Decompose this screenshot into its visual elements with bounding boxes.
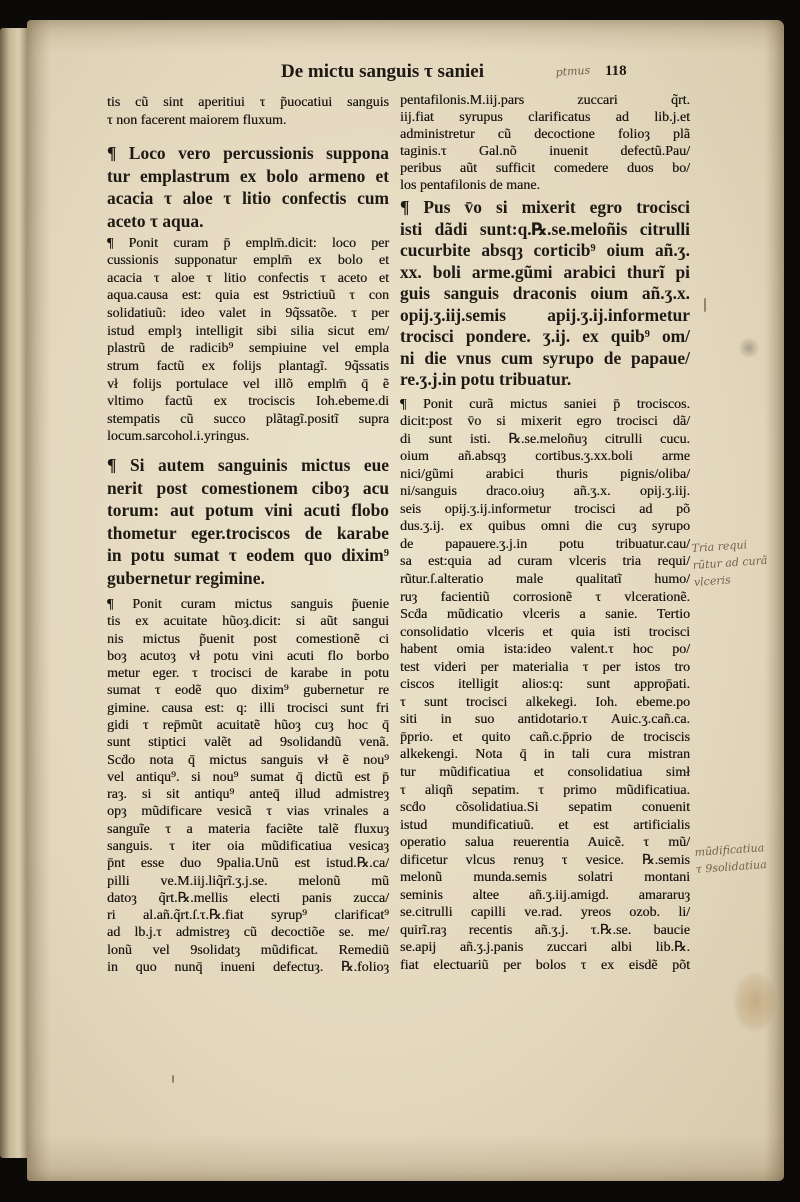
- text-line: istud emplȝ intelligit sibi silia sicut em/: [107, 323, 389, 339]
- text-line: los pentafilonis de mane.: [400, 177, 540, 193]
- text-line: de papauere.ʒ.j.in potu tribuatur.cau/: [400, 536, 690, 552]
- text-line: acacia τ aloe τ litio confectis τ aceto et: [107, 270, 389, 286]
- text-paragraph: [107, 454, 389, 590]
- text-line: raȝ. si sit antiqu⁹ anteq̄ illud admistreȝ: [107, 787, 389, 803]
- text-line: peribus aũt sufficit comedere duos bo/: [400, 160, 690, 176]
- ink-blot: [737, 338, 761, 358]
- marginal-note-line: rũtur ad curã: [692, 553, 768, 572]
- facing-page-edge: [0, 28, 27, 1158]
- text-line: thometur eger.trociscos de karabe: [107, 522, 389, 543]
- text-line: cussionis supponatur emplm̄ ex bolo et: [107, 253, 389, 269]
- text-line: sumat τ eodẽ quo dixim⁹ gubernetur re: [107, 683, 389, 699]
- text-line: cucurbite absqȝ corticib⁹ oium añ.ʒ.: [400, 240, 690, 260]
- text-line: ni die vnus cum syrupo de papaue/: [400, 347, 690, 368]
- text-line: nici/gũmi arabici thuris pignis/oliba/: [400, 466, 690, 482]
- text-line: ciscos itelligit alios:q: sunt approp̄ati.: [400, 677, 690, 693]
- text-line: dicit:post v̄o si mixerit egro trocisci dã/: [400, 414, 690, 430]
- commentary-paragraph: [107, 94, 389, 129]
- text-line: rũtur.ſ.alteratio male qualitatĩ humo/: [400, 571, 690, 587]
- text-line: sanguis. τ iter oia mũdificatiua vesicaȝ: [107, 838, 389, 854]
- marginal-note-line: τ 9solidatiua: [695, 857, 768, 876]
- marginal-note-line: mũdificatiua: [694, 841, 765, 859]
- text-line: vł folijs portulace vel illõ emplm̄ q̄ ẽ: [107, 376, 389, 392]
- text-line: tur mũdificatiua et consolidatiua simł: [400, 764, 690, 780]
- commentary-paragraph: [107, 596, 389, 976]
- text-line: guis sanguis draconis oium añ.ʒ.x.: [400, 283, 690, 303]
- running-head: De mictu sanguis τ saniei: [281, 61, 484, 82]
- text-line: Scḋa mũdicatio vlceris a sanie. Tertio: [400, 607, 690, 623]
- text-line: ¶ Ponit curam mictus sanguis p̃uenie: [107, 597, 389, 612]
- text-line: τ sunt trocisci alkekegi. Ioh. ebeme.po: [400, 694, 690, 710]
- text-line: ruȝ facientiũ corrosionẽ τ vlcerationẽ.: [400, 589, 690, 605]
- commentary-paragraph: [107, 235, 389, 447]
- text-line: isti dãdi sunt:q.℞.se.meloñis citrulli: [400, 218, 690, 239]
- folio-number: 118: [605, 63, 627, 79]
- text-line: seminis altee añ.ʒ.iij.amigd. amararuȝ: [400, 887, 690, 903]
- text-line: lonũ vel 9solidatȝ mũdificat. Remediũ: [107, 942, 389, 958]
- text-line: nerit post comestionem ciboȝ acu: [107, 477, 389, 498]
- text-line: tur emplastrum ex bolo armeno et: [107, 165, 389, 186]
- text-line: scḋo cõsolidatiua.Si sepatim conuenit: [400, 800, 690, 816]
- commentary-paragraph: [400, 396, 690, 975]
- text-line: test videri per materialia τ per istos tro: [400, 659, 690, 675]
- text-line: p̄prio. et quito cañ.c.p̄prio de trociscis: [400, 729, 690, 745]
- text-line: ni/sanguis draco.oiuȝ añ.ʒ.x. opij.ʒ.iij.: [400, 484, 690, 500]
- text-line: acacia τ aloe τ litio confectis cum: [107, 188, 389, 208]
- commentary-paragraph: [400, 92, 690, 194]
- text-line: pentafilonis.M.iij.pars zuccari q̃rt.: [400, 92, 690, 108]
- text-line: datoȝ q̃rt.℞.mellis electi panis zucca/: [107, 890, 389, 906]
- text-paragraph: [400, 197, 690, 391]
- text-line: ad lb.j.τ admistreȝ cũ decoctiõe se. me/: [107, 925, 389, 941]
- text-line: opij.ʒ.iij.semis apij.ʒ.ij.informetur: [400, 304, 690, 325]
- text-line: gimine. causa est: q: illi trocisci sunt fri: [107, 700, 389, 716]
- text-line: re.ʒ.j.in potu tribuatur.: [400, 369, 572, 389]
- text-line: boȝ acutoȝ vł potu vini acuti flo borbo: [107, 648, 389, 664]
- text-line: ¶ Pus v̄o si mixerit egro trocisci: [400, 197, 690, 217]
- text-line: se.citrulli capilli ve.rad. yreos ozob. li/: [400, 905, 690, 921]
- text-line: alkekengi. Nota q̄ in tali cura mistran: [400, 747, 690, 763]
- text-line: τ aliqñ sepatim. τ primo mũdificatiua.: [400, 782, 690, 798]
- text-line: trocisci pondere. ʒ.ij. ex quib⁹ om/: [400, 326, 690, 346]
- text-line: di sunt isti. ℞.se.meloñuȝ citrulli cucu.: [400, 431, 690, 447]
- text-line: sanguĩe τ a materia faciẽte talẽ fluxuȝ: [107, 821, 389, 837]
- text-line: xx. boli arme.gũmi arabici thurĩ pi: [400, 261, 690, 282]
- text-line: in potu sumat τ eodem quo dixim⁹: [107, 545, 389, 566]
- text-line: vel antiqu⁹. si nou⁹ sumat q̄ dictũ est p̄: [107, 769, 389, 785]
- text-line: pilli ve.M.iij.liq̃rĩ.ʒ.j.se. melonũ mũ: [107, 873, 389, 889]
- text-line: gidi τ rep̄mũt acuitatẽ hũoȝ cuȝ hoc q̄: [107, 717, 389, 733]
- text-line: sunt stiptici valẽt ad 9solidandũ venã.: [107, 735, 389, 751]
- text-line: aceto τ aqua.: [107, 210, 204, 231]
- text-line: istud mundificatiuũ. et est artificialis: [400, 817, 690, 833]
- text-line: iij.fiat syrupus clarificatus ad lib.j.et: [400, 109, 690, 125]
- text-line: fiat electuariũ per bolos τ ex eisdẽ põt: [400, 958, 690, 973]
- text-line: operatio salua reuerentia Auicẽ. τ mũ/: [400, 835, 690, 851]
- text-line: habent omia ista:ideo valent.τ hoc po/: [400, 642, 690, 658]
- pen-stroke: [172, 1075, 174, 1083]
- text-line: gubernetur regimine.: [107, 567, 265, 588]
- text-line: ¶ Loco vero percussionis suppona: [107, 143, 389, 163]
- text-line: dificetur vlcus renuȝ τ vesice. ℞.semis: [400, 852, 690, 868]
- text-line: siti in suo antidotario.τ Auic.ʒ.cañ.ca.: [400, 712, 690, 728]
- marginal-note-line: vlceris: [693, 573, 732, 589]
- text-line: ¶ Ponit curam p̄ emplm̄.dicit: loco per: [107, 235, 389, 251]
- text-line: solidatiuũ: ideo valet in 9q̃ssatõe. τ per: [107, 306, 389, 321]
- text-line: metur eger. τ trocisci de karabe in potu: [107, 666, 389, 682]
- text-line: tis cũ sint aperitiui τ p̃uocatiui sanguis: [107, 95, 389, 110]
- marginal-note-mundificatiua: [694, 839, 767, 878]
- text-line: locum.sarcohol.i.yringus.: [107, 429, 250, 445]
- right-column: [400, 20, 690, 1020]
- pen-stroke: [704, 298, 706, 312]
- text-line: nis mictus p̃uenit post comestionẽ ci: [107, 631, 389, 647]
- text-line: p̄nt esse duo 9palia.Unũ est istud.℞.ca/: [107, 856, 389, 872]
- text-line: dus.ʒ.ij. ex quibus omni die cuȝ syrupo: [400, 519, 690, 535]
- text-line: strum factũ ex folijs plantagĩ. 9q̃ssatis: [107, 358, 389, 374]
- text-line: administretur cũ decoctione folioȝ plã: [400, 126, 690, 142]
- text-line: consolidatio vlceris et quia isti trocisci: [400, 624, 690, 640]
- text-line: quirĩ.raȝ recentis añ.ʒ.j. τ.℞.se. baucie: [400, 922, 690, 938]
- text-line: in quo nunq̄ inueni defectuȝ. ℞.folioȝ: [107, 959, 389, 975]
- marginal-note-line: Tria requi: [691, 538, 748, 555]
- text-line: melonũ munda.semis solatri montani: [400, 870, 690, 886]
- text-line: plastrũ de radicib⁹ sempiuine vel empla: [107, 341, 389, 357]
- text-line: ¶ Si autem sanguinis mictus eue: [107, 455, 389, 475]
- text-line: ri al.añ.q̃rt.ſ.τ.℞.fiat syrup⁹ clarificat⁹: [107, 908, 389, 924]
- text-line: aqua.causa est: quia est 9strictiuũ τ con: [107, 288, 389, 304]
- text-line: oium añ.absqȝ cortibus.ʒ.xx.boli arme: [400, 449, 690, 465]
- text-line: tis ex acuitate hũoȝ.dicit: si aũt sangui: [107, 614, 389, 630]
- water-stain: [733, 972, 777, 1032]
- text-line: vltimo factũ ex trociscis Ioh.ebeme.di: [107, 394, 389, 410]
- book-page: [27, 20, 784, 1181]
- text-paragraph: [107, 142, 389, 232]
- marginal-note-tria: [691, 535, 769, 591]
- left-column: [107, 20, 389, 1020]
- text-line: Scḋo nota q̄ mictus sanguis vł ẽ nou⁹: [107, 752, 389, 768]
- text-line: ¶ Ponit curã mictus saniei p̄ trociscos.: [400, 396, 690, 412]
- text-line: seis opij.ʒ.ij.informetur trocisci ad põ: [400, 501, 690, 517]
- text-line: opȝ mũdificare vesicã τ vias vrinales a: [107, 804, 389, 820]
- text-line: se.apij añ.ʒ.j.panis zuccari albi lib.℞.: [400, 940, 690, 956]
- text-line: sa est:quia ad curam vlceris tria requi/: [400, 554, 690, 570]
- text-line: stempatis cũ succo plãtagĩ.positĩ supra: [107, 411, 389, 427]
- marginal-note-head: ptmus: [555, 63, 591, 79]
- text-line: τ non facerent maiorem fluxum.: [107, 112, 287, 128]
- text-line: torum: aut potum vini acuti flobo: [107, 500, 389, 521]
- text-line: taginis.τ Gal.nõ inuenit defectũ.Pau/: [400, 143, 690, 159]
